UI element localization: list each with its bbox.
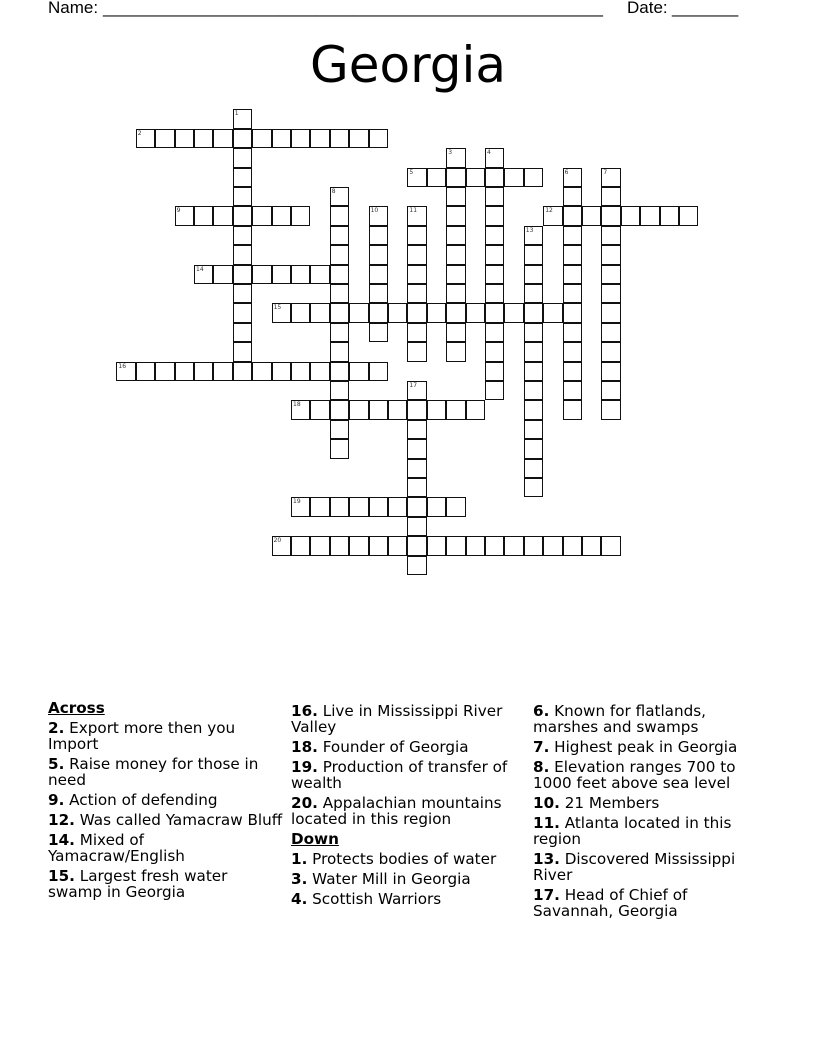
grid-cell[interactable] — [601, 303, 620, 322]
clue-number: 4. — [291, 890, 308, 908]
grid-cell[interactable] — [446, 226, 465, 245]
clue-number: 12. — [48, 811, 75, 829]
clues-column-2 — [291, 703, 526, 911]
clue-down-8 — [533, 759, 768, 791]
grid-cell[interactable] — [563, 400, 582, 419]
grid-cell[interactable] — [291, 497, 310, 516]
grid-cell[interactable] — [446, 342, 465, 361]
grid-cell[interactable] — [446, 536, 465, 555]
grid-cell[interactable] — [213, 206, 232, 225]
clue-number: 15. — [48, 867, 75, 885]
grid-cell[interactable] — [407, 400, 426, 419]
grid-cell[interactable] — [388, 400, 407, 419]
clue-number-label: 18 — [293, 401, 301, 409]
grid-cell[interactable] — [330, 187, 349, 206]
clue-text: 21 Members — [564, 794, 660, 812]
grid-cell[interactable] — [601, 245, 620, 264]
grid-cell[interactable] — [563, 284, 582, 303]
grid-cell[interactable] — [233, 226, 252, 245]
grid-cell[interactable] — [291, 362, 310, 381]
clue-number: 20. — [291, 794, 318, 812]
grid-cell[interactable] — [466, 303, 485, 322]
grid-cell[interactable] — [233, 362, 252, 381]
grid-cell[interactable] — [601, 323, 620, 342]
grid-cell[interactable] — [233, 303, 252, 322]
clue-down-13 — [533, 851, 768, 883]
grid-cell[interactable] — [446, 303, 465, 322]
clue-number: 19. — [291, 758, 318, 776]
grid-cell[interactable] — [446, 148, 465, 167]
grid-cell[interactable] — [427, 497, 446, 516]
grid-cell[interactable] — [175, 206, 194, 225]
grid-cell[interactable] — [310, 362, 329, 381]
date-blank[interactable]: _______ — [672, 0, 739, 17]
clue-number: 1. — [291, 850, 308, 868]
clue-text: Production of transfer of wealth — [291, 758, 508, 792]
grid-cell[interactable] — [291, 265, 310, 284]
grid-cell[interactable] — [601, 265, 620, 284]
grid-cell[interactable] — [310, 536, 329, 555]
clue-number-label: 15 — [273, 304, 282, 312]
grid-cell[interactable] — [446, 265, 465, 284]
clue-number-label: 20 — [273, 537, 282, 545]
grid-cell[interactable] — [601, 536, 620, 555]
grid-cell[interactable] — [407, 420, 426, 439]
clue-number-label: 10 — [370, 207, 379, 215]
clue-number-label: 4 — [487, 149, 491, 157]
grid-cell[interactable] — [582, 536, 601, 555]
grid-cell[interactable] — [601, 362, 620, 381]
grid-cell[interactable] — [563, 168, 582, 187]
clue-text: Action of defending — [69, 791, 218, 809]
clue-across-12 — [48, 812, 283, 828]
clue-down-4 — [291, 891, 526, 907]
clue-number-label: 7 — [603, 168, 608, 176]
grid-cell[interactable] — [543, 206, 562, 225]
clue-text: Water Mill in Georgia — [312, 870, 471, 888]
page-title: Georgia — [309, 36, 507, 94]
clue-text: Export more then you Import — [48, 719, 236, 753]
grid-cell[interactable] — [485, 362, 504, 381]
clue-across-18 — [291, 739, 526, 755]
grid-cell[interactable] — [563, 206, 582, 225]
clue-number: 8. — [533, 758, 550, 776]
grid-cell[interactable] — [563, 187, 582, 206]
clue-number-label: 14 — [196, 265, 204, 273]
clue-text: Mixed of Yamacraw/English — [48, 831, 185, 865]
grid-cell[interactable] — [621, 206, 640, 225]
grid-cell[interactable] — [524, 284, 543, 303]
grid-cell[interactable] — [466, 400, 485, 419]
grid-cell[interactable] — [349, 536, 368, 555]
grid-cell[interactable] — [563, 245, 582, 264]
clue-number-label: 16 — [118, 362, 127, 370]
grid-cell[interactable] — [369, 226, 388, 245]
grid-cell[interactable] — [369, 303, 388, 322]
grid-cell[interactable] — [369, 536, 388, 555]
clue-number-label: 9 — [176, 207, 181, 215]
grid-cell[interactable] — [563, 342, 582, 361]
clue-number: 3. — [291, 870, 308, 888]
grid-cell[interactable] — [524, 323, 543, 342]
grid-cell[interactable] — [388, 536, 407, 555]
grid-cell[interactable] — [369, 362, 388, 381]
clue-text: Scottish Warriors — [312, 890, 442, 908]
down-heading: Down — [291, 830, 339, 848]
grid-cell[interactable] — [485, 187, 504, 206]
grid-cell[interactable] — [330, 323, 349, 342]
clue-down-7 — [533, 739, 768, 755]
grid-cell[interactable] — [330, 129, 349, 148]
clue-text: Was called Yamacraw Bluff — [79, 811, 283, 829]
crossword-grid — [117, 110, 717, 590]
grid-cell[interactable] — [272, 129, 291, 148]
grid-cell[interactable] — [175, 129, 194, 148]
grid-cell[interactable] — [524, 168, 543, 187]
clue-number-label: 3 — [448, 149, 453, 157]
clue-down-11 — [533, 815, 768, 847]
grid-cell[interactable] — [349, 497, 368, 516]
grid-cell[interactable] — [369, 245, 388, 264]
grid-cell[interactable] — [272, 303, 291, 322]
clue-text: Highest peak in Georgia — [554, 738, 738, 756]
grid-cell[interactable] — [349, 400, 368, 419]
clue-down-6 — [533, 703, 768, 735]
grid-cell[interactable] — [407, 439, 426, 458]
grid-cell[interactable] — [291, 400, 310, 419]
grid-cell[interactable] — [524, 381, 543, 400]
grid-cell[interactable] — [485, 323, 504, 342]
grid-cell[interactable] — [407, 342, 426, 361]
grid-cell[interactable] — [233, 284, 252, 303]
clue-number: 14. — [48, 831, 75, 849]
grid-cell[interactable] — [504, 303, 523, 322]
clue-across-2 — [48, 720, 283, 752]
clue-number: 18. — [291, 738, 318, 756]
grid-cell[interactable] — [446, 400, 465, 419]
grid-cell[interactable] — [427, 400, 446, 419]
clue-number-label: 1 — [234, 110, 239, 118]
grid-cell[interactable] — [291, 303, 310, 322]
grid-cell[interactable] — [601, 284, 620, 303]
grid-cell[interactable] — [116, 362, 135, 381]
grid-cell[interactable] — [388, 303, 407, 322]
clue-number-label: 17 — [409, 382, 418, 389]
grid-cell[interactable] — [563, 303, 582, 322]
clue-text: Live in Mississippi River Valley — [291, 702, 503, 736]
grid-cell[interactable] — [407, 245, 426, 264]
grid-cell[interactable] — [485, 206, 504, 225]
grid-cell[interactable] — [272, 265, 291, 284]
grid-cell[interactable] — [446, 497, 465, 516]
grid-cell[interactable] — [543, 536, 562, 555]
grid-cell[interactable] — [252, 362, 271, 381]
grid-cell[interactable] — [291, 206, 310, 225]
grid-cell[interactable] — [252, 206, 271, 225]
grid-cell[interactable] — [349, 303, 368, 322]
grid-cell[interactable] — [446, 323, 465, 342]
grid-cell[interactable] — [291, 536, 310, 555]
grid-cell[interactable] — [272, 536, 291, 555]
clue-text: Appalachian mountains located in this region — [291, 794, 502, 828]
clue-text: Elevation ranges 700 to 1000 feet above sea level — [533, 758, 736, 792]
grid-cell[interactable] — [446, 168, 465, 187]
grid-cell[interactable] — [175, 362, 194, 381]
grid-cell[interactable] — [369, 265, 388, 284]
clue-number-label: 2 — [137, 129, 142, 137]
clue-number-label: 13 — [525, 226, 534, 234]
clue-number-label: 8 — [331, 188, 336, 195]
clue-number: 11. — [533, 814, 560, 832]
grid-cell[interactable] — [369, 206, 388, 225]
clue-across-19 — [291, 759, 526, 791]
grid-cell[interactable] — [369, 284, 388, 303]
grid-cell[interactable] — [407, 303, 426, 322]
grid-cell[interactable] — [660, 206, 679, 225]
grid-cell[interactable] — [563, 265, 582, 284]
clue-number: 2. — [48, 719, 65, 737]
grid-cell[interactable] — [485, 265, 504, 284]
grid-cell[interactable] — [369, 129, 388, 148]
grid-cell[interactable] — [524, 459, 543, 478]
grid-cell[interactable] — [485, 226, 504, 245]
grid-cell[interactable] — [407, 226, 426, 245]
grid-cell[interactable] — [601, 342, 620, 361]
grid-cell[interactable] — [446, 206, 465, 225]
grid-cell[interactable] — [601, 206, 620, 225]
grid-cell[interactable] — [407, 381, 426, 400]
grid-cell[interactable] — [407, 497, 426, 516]
grid-cell[interactable] — [233, 342, 252, 361]
grid-cell[interactable] — [291, 129, 310, 148]
grid-cell[interactable] — [310, 129, 329, 148]
grid-cell[interactable] — [330, 362, 349, 381]
grid-cell[interactable] — [330, 439, 349, 458]
grid-cell[interactable] — [213, 129, 232, 148]
grid-cell[interactable] — [369, 400, 388, 419]
name-date-header — [48, 0, 768, 20]
grid-cell[interactable] — [330, 381, 349, 400]
clue-across-20 — [291, 795, 526, 827]
grid-cell[interactable] — [272, 362, 291, 381]
clue-across-5 — [48, 756, 283, 788]
grid-cell[interactable] — [485, 284, 504, 303]
clue-number-label: 6 — [564, 168, 569, 176]
grid-cell[interactable] — [310, 265, 329, 284]
grid-cell[interactable] — [679, 206, 698, 225]
grid-cell[interactable] — [349, 362, 368, 381]
clues-column-1 — [48, 700, 283, 904]
grid-cell[interactable] — [524, 342, 543, 361]
grid-cell[interactable] — [427, 303, 446, 322]
grid-cell[interactable] — [524, 362, 543, 381]
grid-cell[interactable] — [407, 517, 426, 536]
grid-cell[interactable] — [485, 381, 504, 400]
clue-number: 6. — [533, 702, 550, 720]
grid-cell[interactable] — [330, 265, 349, 284]
grid-cell[interactable] — [524, 265, 543, 284]
grid-cell[interactable] — [485, 342, 504, 361]
grid-cell[interactable] — [233, 265, 252, 284]
grid-cell[interactable] — [485, 303, 504, 322]
grid-cell[interactable] — [485, 148, 504, 167]
grid-cell[interactable] — [194, 362, 213, 381]
grid-cell[interactable] — [601, 168, 620, 187]
across-heading: Across — [48, 699, 105, 717]
grid-cell[interactable] — [563, 381, 582, 400]
grid-cell[interactable] — [524, 536, 543, 555]
grid-cell[interactable] — [563, 536, 582, 555]
grid-cell[interactable] — [330, 303, 349, 322]
clue-number-label: 11 — [409, 207, 418, 215]
clue-text: Atlanta located in this region — [533, 814, 732, 848]
grid-cell[interactable] — [601, 381, 620, 400]
grid-cell[interactable] — [233, 206, 252, 225]
grid-cell[interactable] — [213, 265, 232, 284]
grid-cell[interactable] — [407, 323, 426, 342]
grid-cell[interactable] — [369, 497, 388, 516]
clue-number-label: 5 — [409, 168, 414, 176]
grid-cell[interactable] — [466, 536, 485, 555]
clue-text: Protects bodies of water — [312, 850, 497, 868]
grid-cell[interactable] — [233, 129, 252, 148]
grid-cell[interactable] — [407, 556, 426, 575]
grid-cell[interactable] — [485, 536, 504, 555]
grid-cell[interactable] — [330, 342, 349, 361]
grid-cell[interactable] — [407, 478, 426, 497]
grid-cell[interactable] — [310, 303, 329, 322]
grid-cell[interactable] — [233, 187, 252, 206]
clue-text: Head of Chief of Savannah, Georgia — [533, 886, 688, 920]
grid-cell[interactable] — [563, 323, 582, 342]
clue-number: 10. — [533, 794, 560, 812]
grid-cell[interactable] — [194, 265, 213, 284]
clue-number-label: 19 — [293, 498, 301, 506]
grid-cell[interactable] — [136, 129, 155, 148]
grid-cell[interactable] — [446, 245, 465, 264]
grid-cell[interactable] — [252, 265, 271, 284]
date-label: Date: — [627, 0, 668, 17]
grid-cell[interactable] — [427, 168, 446, 187]
clue-number: 16. — [291, 702, 318, 720]
clue-number-label: 12 — [545, 207, 553, 215]
grid-cell[interactable] — [310, 497, 329, 516]
grid-cell[interactable] — [330, 420, 349, 439]
name-blank[interactable]: ______________________________________________________ — [103, 0, 603, 17]
grid-cell[interactable] — [407, 284, 426, 303]
grid-cell[interactable] — [466, 168, 485, 187]
grid-cell[interactable] — [407, 459, 426, 478]
clue-across-15 — [48, 868, 283, 900]
grid-cell[interactable] — [407, 536, 426, 555]
clue-down-3 — [291, 871, 526, 887]
clue-number: 9. — [48, 791, 65, 809]
clue-number: 17. — [533, 886, 560, 904]
grid-cell[interactable] — [349, 129, 368, 148]
grid-cell[interactable] — [233, 148, 252, 167]
clue-down-17 — [533, 887, 768, 919]
grid-cell[interactable] — [388, 497, 407, 516]
grid-cell[interactable] — [601, 187, 620, 206]
grid-cell[interactable] — [330, 206, 349, 225]
grid-cell[interactable] — [524, 420, 543, 439]
grid-cell[interactable] — [407, 168, 426, 187]
grid-cell[interactable] — [563, 226, 582, 245]
grid-cell[interactable] — [369, 323, 388, 342]
clue-across-16 — [291, 703, 526, 735]
grid-cell[interactable] — [310, 400, 329, 419]
clue-text: Largest fresh water swamp in Georgia — [48, 867, 228, 901]
grid-cell[interactable] — [330, 284, 349, 303]
grid-cell[interactable] — [155, 362, 174, 381]
grid-cell[interactable] — [252, 129, 271, 148]
clue-number: 13. — [533, 850, 560, 868]
grid-cell[interactable] — [427, 536, 446, 555]
grid-cell[interactable] — [233, 323, 252, 342]
clue-text: Discovered Mississippi River — [533, 850, 736, 884]
grid-cell[interactable] — [543, 303, 562, 322]
grid-cell[interactable] — [233, 109, 252, 128]
grid-cell[interactable] — [213, 362, 232, 381]
name-label: Name: — [48, 0, 99, 17]
grid-cell[interactable] — [524, 226, 543, 245]
grid-cell[interactable] — [524, 303, 543, 322]
grid-cell[interactable] — [601, 400, 620, 419]
grid-cell[interactable] — [330, 245, 349, 264]
grid-cell[interactable] — [194, 206, 213, 225]
grid-cell[interactable] — [640, 206, 659, 225]
clue-text: Founder of Georgia — [322, 738, 469, 756]
clue-across-14 — [48, 832, 283, 864]
grid-cell[interactable] — [485, 168, 504, 187]
clue-text: Known for flatlands, marshes and swamps — [533, 702, 706, 736]
grid-cell[interactable] — [524, 400, 543, 419]
grid-cell[interactable] — [407, 265, 426, 284]
clue-text: Raise money for those in need — [48, 755, 259, 789]
grid-cell[interactable] — [136, 362, 155, 381]
clue-number: 7. — [533, 738, 550, 756]
grid-cell[interactable] — [582, 206, 601, 225]
clue-number: 5. — [48, 755, 65, 773]
grid-cell[interactable] — [504, 536, 523, 555]
grid-cell[interactable] — [446, 187, 465, 206]
grid-cell[interactable] — [524, 439, 543, 458]
grid-cell[interactable] — [233, 168, 252, 187]
grid-cell[interactable] — [446, 284, 465, 303]
grid-cell[interactable] — [601, 226, 620, 245]
grid-cell[interactable] — [330, 536, 349, 555]
grid-cell[interactable] — [330, 497, 349, 516]
grid-cell[interactable] — [330, 226, 349, 245]
clue-down-10 — [533, 795, 768, 811]
grid-cell[interactable] — [407, 206, 426, 225]
grid-cell[interactable] — [233, 245, 252, 264]
grid-cell[interactable] — [330, 400, 349, 419]
clues-column-3 — [533, 703, 768, 923]
grid-cell[interactable] — [155, 129, 174, 148]
grid-cell[interactable] — [524, 245, 543, 264]
grid-cell[interactable] — [485, 245, 504, 264]
grid-cell[interactable] — [272, 206, 291, 225]
clue-down-1 — [291, 851, 526, 867]
grid-cell[interactable] — [524, 478, 543, 497]
grid-cell[interactable] — [504, 168, 523, 187]
clue-across-9 — [48, 792, 283, 808]
grid-cell[interactable] — [563, 362, 582, 381]
grid-cell[interactable] — [194, 129, 213, 148]
